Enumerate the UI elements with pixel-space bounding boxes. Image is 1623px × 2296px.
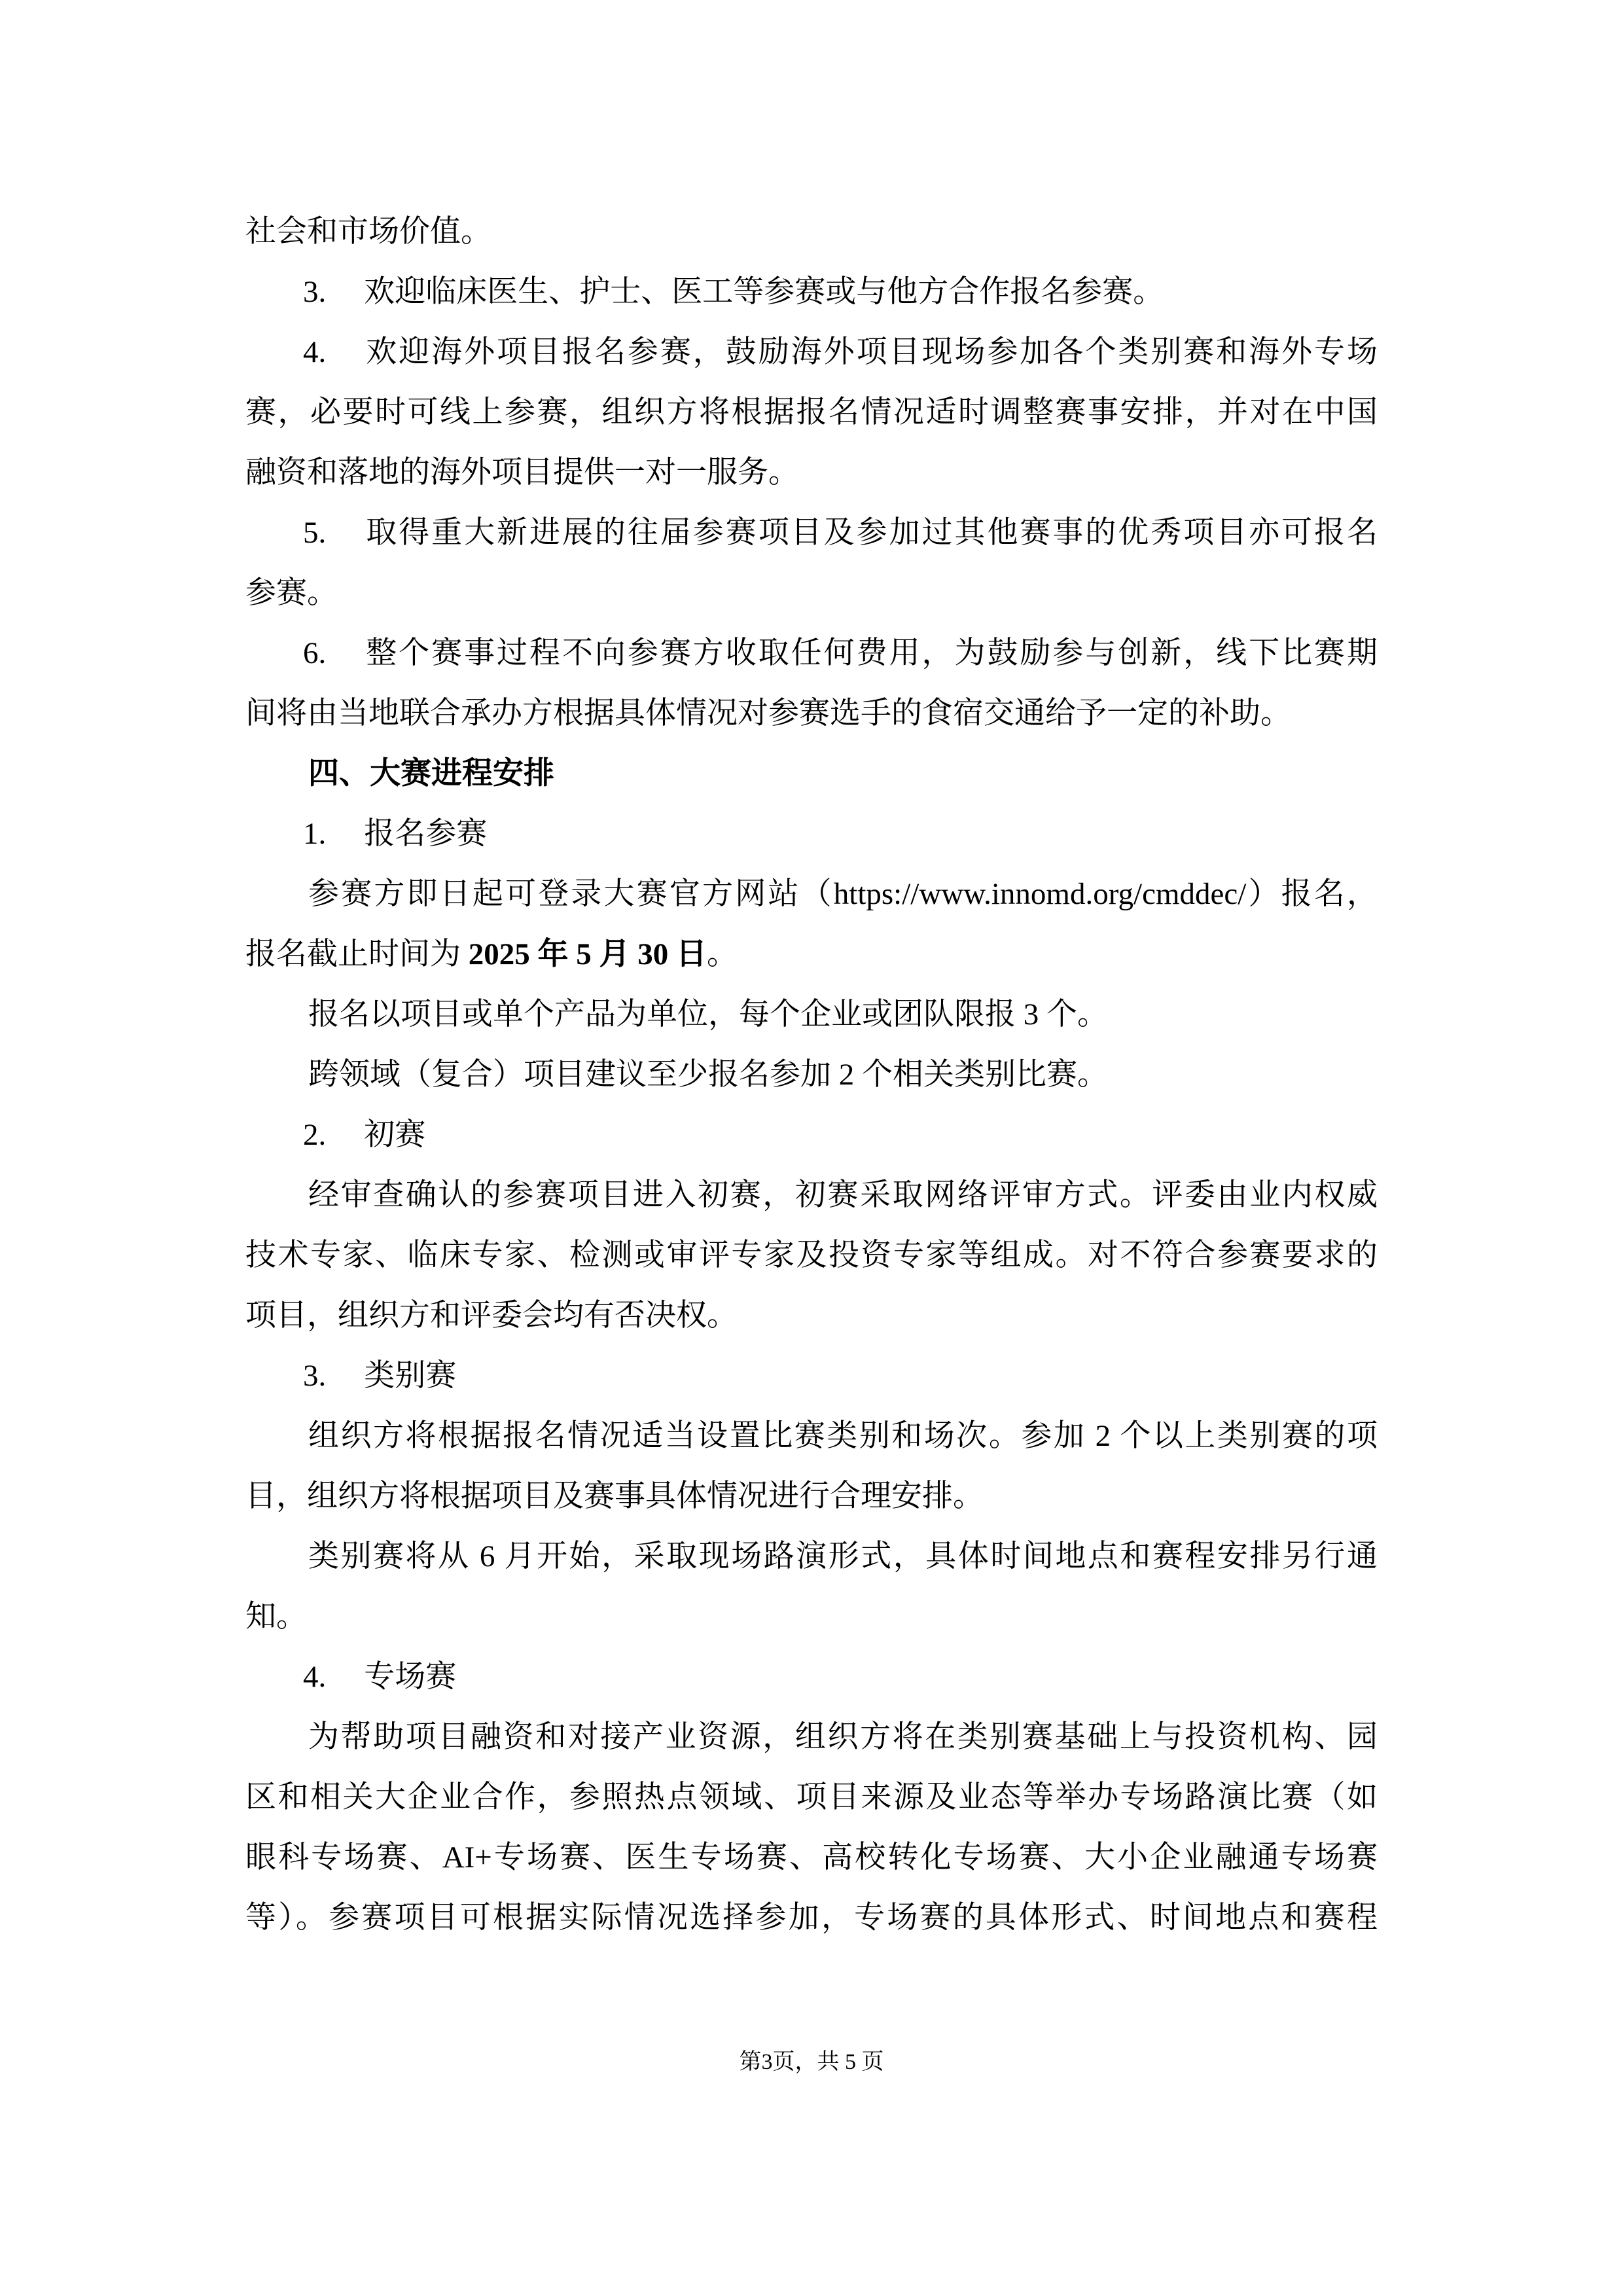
text-line	[245, 1587, 1378, 1647]
text-segment: 取得重大新进展的往届参赛项目及参加过其他赛事的优秀项目亦可报名	[364, 516, 1378, 550]
page-number: 第3页，共 5 页	[739, 2050, 884, 2074]
bold-text: 四、大赛进程安排	[308, 757, 554, 791]
text-line	[245, 563, 1378, 623]
text-line	[245, 1707, 1378, 1767]
text-segment: 参赛。	[245, 576, 338, 610]
text-segment: 报名参赛	[364, 817, 488, 851]
section-heading	[245, 744, 1378, 804]
text-segment: 报名截止时间为	[245, 937, 469, 971]
text-segment: 组织方将根据报名情况适当设置比赛类别和场次。参加 2 个以上类别赛的项	[308, 1419, 1378, 1453]
text-line	[245, 804, 1378, 864]
text-segment: 技术专家、临床专家、检测或审评专家及投资专家等组成。对不符合参赛要求的	[245, 1238, 1378, 1272]
text-segment: 目，组织方将根据项目及赛事具体情况进行合理安排。	[245, 1479, 984, 1513]
text-line	[245, 262, 1378, 322]
text-segment: 眼科专场赛、AI+专场赛、医生专场赛、高校转化专场赛、大小企业融通专场赛	[245, 1840, 1378, 1874]
text-line	[245, 382, 1378, 442]
text-segment: 社会和市场价值。	[245, 215, 491, 249]
text-segment: 赛，必要时可线上参赛，组织方将根据报名情况适时调整赛事安排，并对在中国	[245, 395, 1378, 429]
text-segment: 初赛	[364, 1118, 426, 1152]
list-number: 6.	[303, 636, 327, 670]
text-line	[245, 1285, 1378, 1346]
text-segment: 类别赛将从 6 月开始，采取现场路演形式，具体时间地点和赛程安排另行通	[308, 1539, 1378, 1573]
list-number: 4.	[303, 335, 327, 369]
list-number: 4.	[303, 1660, 327, 1694]
text-line	[245, 623, 1378, 683]
text-line	[245, 1346, 1378, 1406]
text-segment: 融资和落地的海外项目提供一对一服务。	[245, 456, 799, 490]
text-segment: 为帮助项目融资和对接产业资源，组织方将在类别赛基础上与投资机构、园	[308, 1720, 1378, 1754]
text-segment: 区和相关大企业合作，参照热点领域、项目来源及业态等举办专场路演比赛（如	[245, 1780, 1378, 1814]
text-segment: 整个赛事过程不向参赛方收取任何费用，为鼓励参与创新，线下比赛期	[364, 636, 1378, 670]
text-line	[245, 984, 1378, 1045]
document-body	[245, 202, 1378, 1948]
page-footer	[0, 2047, 1623, 2077]
text-segment: 欢迎临床医生、护士、医工等参赛或与他方合作报名参赛。	[364, 275, 1164, 309]
text-line	[245, 1767, 1378, 1827]
list-number: 3.	[303, 1359, 327, 1393]
bold-text: 2025 年 5 月 30 日	[468, 937, 707, 971]
text-line	[245, 442, 1378, 503]
list-number: 3.	[303, 275, 327, 309]
text-segment: 类别赛	[364, 1359, 457, 1393]
text-line	[245, 1406, 1378, 1466]
text-line	[245, 503, 1378, 563]
text-line	[245, 864, 1378, 924]
text-line	[245, 1526, 1378, 1587]
text-line	[245, 322, 1378, 382]
list-number: 2.	[303, 1118, 327, 1152]
text-segment: 欢迎海外项目报名参赛，鼓励海外项目现场参加各个类别赛和海外专场	[364, 335, 1378, 369]
text-line	[245, 1165, 1378, 1225]
text-line	[245, 1225, 1378, 1285]
text-line	[245, 924, 1378, 984]
text-segment: 经审查确认的参赛项目进入初赛，初赛采取网络评审方式。评委由业内权威	[308, 1178, 1378, 1212]
text-line	[245, 202, 1378, 262]
text-line	[245, 1466, 1378, 1526]
text-segment: 知。	[245, 1600, 307, 1634]
text-segment: 跨领域（复合）项目建议至少报名参加 2 个相关类别比赛。	[308, 1058, 1108, 1092]
text-segment: 专场赛	[364, 1660, 457, 1694]
text-segment: 项目，组织方和评委会均有否决权。	[245, 1299, 738, 1333]
text-line	[245, 1105, 1378, 1165]
text-segment: 报名以项目或单个产品为单位，每个企业或团队限报 3 个。	[308, 997, 1108, 1031]
text-segment: 等）。参赛项目可根据实际情况选择参加，专场赛的具体形式、时间地点和赛程	[245, 1901, 1378, 1935]
list-number: 5.	[303, 516, 327, 550]
text-line	[245, 1647, 1378, 1707]
text-segment: 间将由当地联合承办方根据具体情况对参赛选手的食宿交通给予一定的补助。	[245, 696, 1291, 730]
text-segment: 参赛方即日起可登录大赛官方网站（https://www.innomd.org/cmddec/）报名，	[308, 877, 1378, 911]
text-segment: 。	[707, 937, 738, 971]
text-line	[245, 1888, 1378, 1948]
text-line	[245, 683, 1378, 744]
text-line	[245, 1045, 1378, 1105]
text-line	[245, 1827, 1378, 1888]
list-number: 1.	[303, 817, 327, 851]
